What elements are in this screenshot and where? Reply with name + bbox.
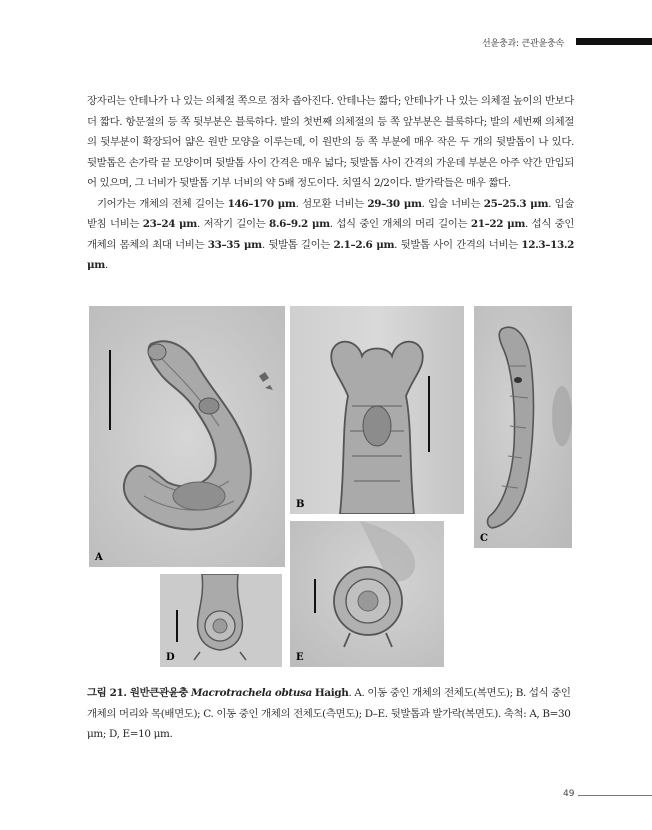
caption-authority: Haigh	[314, 687, 349, 699]
rotifer-foot-image-d	[160, 574, 282, 667]
measurement: 2.1–2.6 μm	[333, 238, 395, 251]
text-run: . 뒷발톱 길이는	[261, 238, 334, 251]
measurement: 23–24 μm	[142, 218, 197, 230]
panel-label: D	[166, 652, 175, 663]
text-run: 기어가는 개체의 전체 길이는	[97, 197, 228, 210]
text-run: . 저작기 길이는	[196, 218, 269, 230]
header-bar	[576, 38, 652, 45]
scale-bar	[314, 579, 316, 613]
text-run: .	[104, 259, 108, 271]
panel-label: B	[296, 499, 305, 510]
text-run: . 섬모환 너비는	[295, 197, 368, 210]
scale-bar	[176, 610, 178, 642]
text-run: . 섭식 중인 개체의 몸체의 최대 너비는	[87, 218, 575, 251]
figure-caption	[87, 683, 574, 745]
rotifer-head-image	[290, 306, 464, 514]
text-run: . 입술 너비는	[421, 197, 484, 210]
measurement: 12.3–13.2 μm	[87, 238, 575, 271]
micrograph-panel-e	[290, 521, 444, 667]
caption-text: . A. 이동 중인 개체의 전체도(복면도); B. 섭식 중인 개체의 머리와 목(배면도); C. 이동 중인 개체의 전체도(측면도); D–E. 뒷발톱과 발가락(복면도). 축척: A, B=30 μm; D, E=10 μm.	[87, 687, 571, 740]
panel-label: A	[95, 552, 103, 563]
text-run: . 입술받침 너비는	[87, 197, 575, 230]
caption-label: 그림 21. 원반큰관윤충	[87, 687, 189, 699]
text-run: . 섭식 중인 개체의 머리 길이는	[329, 218, 471, 230]
text-run: . 뒷발톱 사이 간격의 너비는	[394, 238, 522, 251]
micrograph-panel-a	[89, 306, 285, 567]
caption-species: Macrotrachela obtusa	[191, 687, 312, 699]
panel-label: C	[480, 533, 488, 544]
scale-bar	[428, 376, 430, 452]
running-header: 선윤충과: 큰관윤충속	[482, 39, 564, 49]
micrograph-panel-d	[160, 574, 282, 667]
micrograph-panel-c	[474, 306, 572, 548]
scale-bar	[109, 350, 111, 430]
footer-rule	[578, 795, 652, 796]
body-text	[87, 91, 574, 276]
rotifer-curled-image	[89, 306, 285, 567]
rotifer-lateral-image	[474, 306, 572, 548]
measurement: 29–30 μm	[367, 197, 422, 210]
measurement: 33–35 μm	[207, 238, 262, 251]
page-number: 49	[563, 789, 575, 799]
measurement: 146–170 μm	[227, 197, 296, 210]
paragraph-description: 장자리는 안테나가 나 있는 의체절 쪽으로 점차 좁아진다. 안테나는 짧다; 안테나가 나 있는 의체절 높이의 반보다 더 짧다. 항문절의 등 쪽 뒷부분은 블룩하다. 발의 첫번째 의체절의 등 쪽 앞부분은 블룩하다; 발의 세번째 의체절의 뒷부분이 확장되어 얇은 원반 모양을 이루는데, 이 원반의 등 쪽 부분에 매우 작은 두 개의 뒷발톱이 나 있다. 뒷발톱은 손가락 끝 모양이며 뒷발톱 사이 간격은 매우 넓다; 뒷발톱 사이 간격의 가운데 부분은 아주 약간 만입되어 있으며, 그 너비가 뒷발톱 기부 너비의 약 5배 정도이다. 치열식 2/2이다. 발가락들은 매우 짧다.	[87, 95, 574, 189]
measurement: 8.6–9.2 μm	[268, 218, 330, 230]
measurement: 21–22 μm	[470, 218, 526, 230]
paragraph-measurements	[87, 194, 574, 276]
panel-label: E	[296, 652, 304, 663]
micrograph-panel-b	[290, 306, 464, 514]
measurement: 25–25.3 μm	[483, 197, 549, 210]
